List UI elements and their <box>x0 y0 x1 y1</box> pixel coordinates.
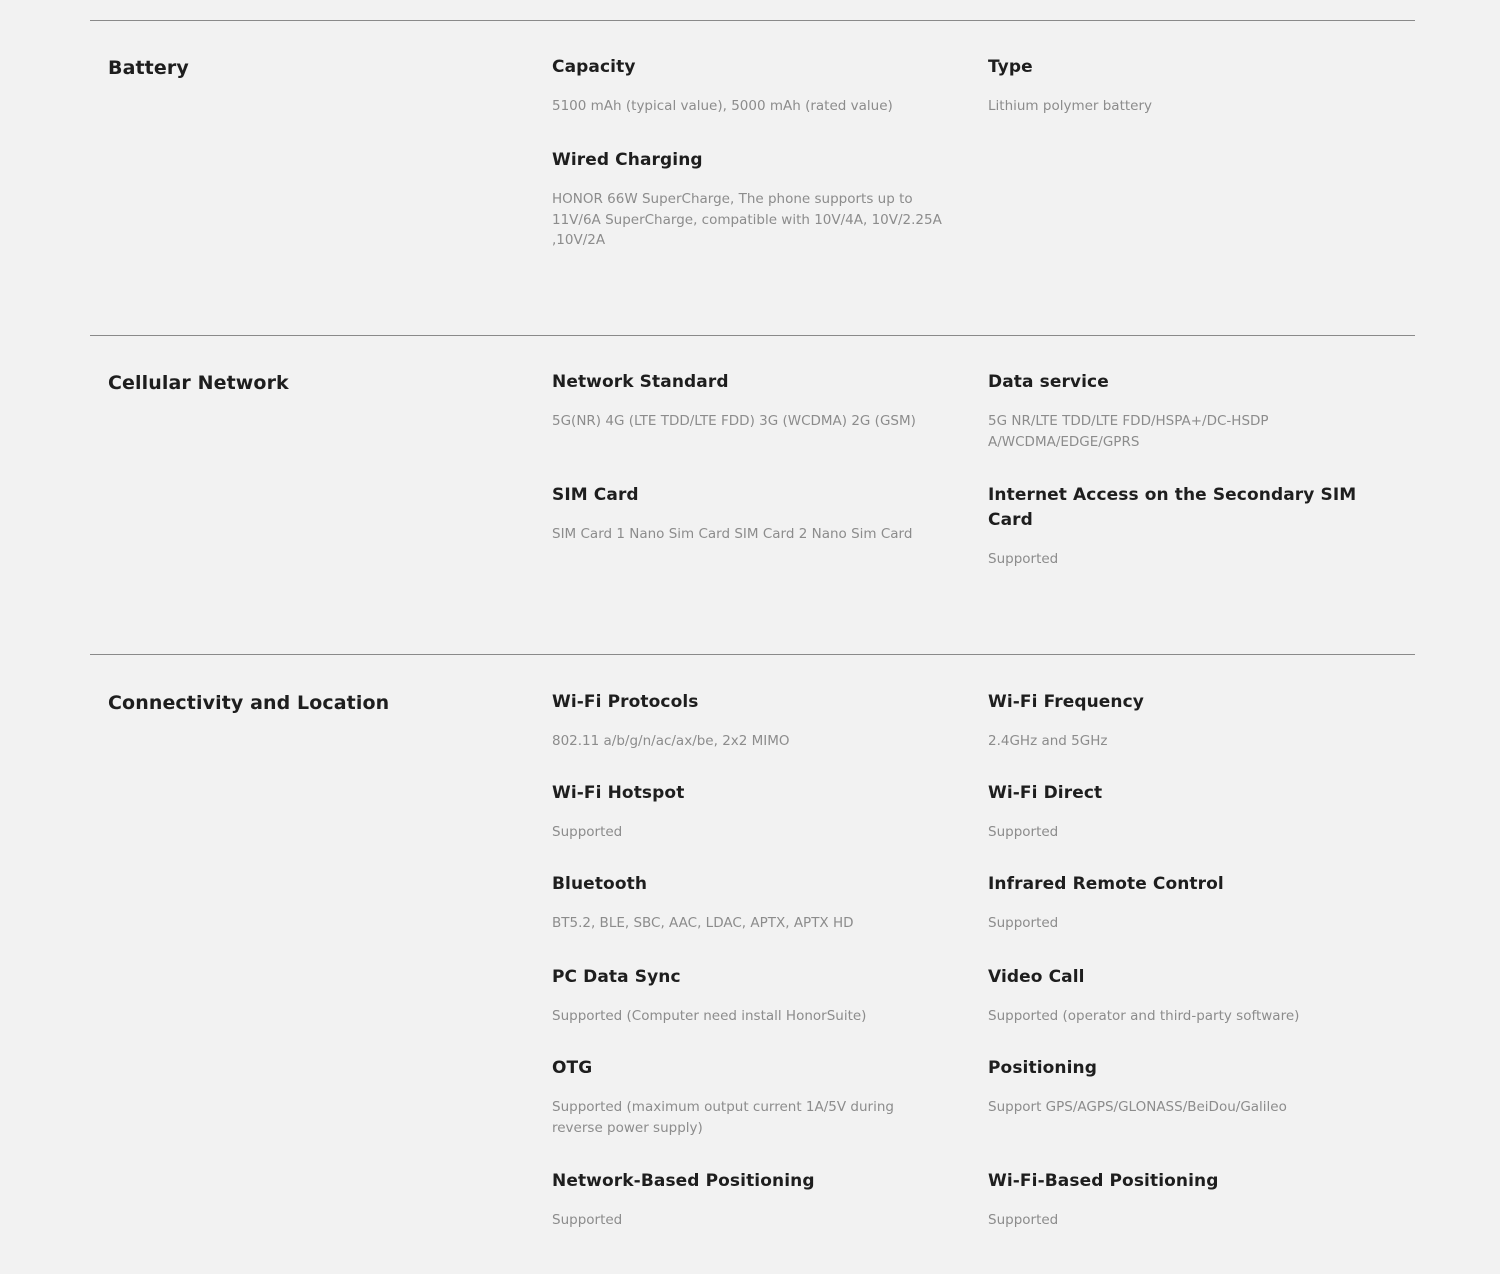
spec-value: 5G(NR) 4G (LTE TDD/LTE FDD) 3G (WCDMA) 2G (GSM) <box>552 413 916 429</box>
spec-item-capacity <box>552 55 952 117</box>
spec-value: Supported <box>552 1212 623 1228</box>
spec-value: HONOR 66W SuperCharge, The phone supports up to 11V/6A SuperCharge, compatible with 10V/4A, 10V/2.25A ,10V/2A <box>552 191 942 248</box>
spec-value: Supported (Computer need install HonorSuite) <box>552 1008 867 1024</box>
spec-value: Supported <box>988 551 1059 567</box>
spec-item-video-call <box>988 965 1388 1027</box>
spec-value: BT5.2, BLE, SBC, AAC, LDAC, APTX, APTX HD <box>552 915 854 931</box>
spec-item-sim-card <box>552 483 952 545</box>
spec-item-bluetooth <box>552 872 952 934</box>
spec-label: Wi-Fi Hotspot <box>552 783 685 803</box>
spec-item-wifi-hotspot <box>552 781 952 843</box>
spec-value: Supported (maximum output current 1A/5V during reverse power supply) <box>552 1099 894 1136</box>
spec-item-otg <box>552 1056 947 1138</box>
spec-value: 5G NR/LTE TDD/LTE FDD/HSPA+/DC-HSDPA/WCDMA/EDGE/GPRS <box>988 413 1269 450</box>
spec-label: PC Data Sync <box>552 967 681 987</box>
spec-item-pc-data-sync <box>552 965 952 1027</box>
spec-value: 5100 mAh (typical value), 5000 mAh (rated value) <box>552 98 893 114</box>
spec-label: Wi-Fi Protocols <box>552 692 699 712</box>
spec-label: Bluetooth <box>552 874 648 894</box>
spec-value: Support GPS/AGPS/GLONASS/BeiDou/Galileo <box>988 1099 1287 1115</box>
spec-item-positioning <box>988 1056 1388 1118</box>
spec-value: 802.11 a/b/g/n/ac/ax/be, 2x2 MIMO <box>552 733 790 749</box>
spec-label: Data service <box>988 372 1109 392</box>
spec-item-network-standard <box>552 370 952 432</box>
spec-label: Type <box>988 57 1033 77</box>
spec-value: Lithium polymer battery <box>988 98 1153 114</box>
spec-item-infrared-remote <box>988 872 1388 934</box>
spec-label: Network-Based Positioning <box>552 1171 815 1191</box>
spec-label: Wired Charging <box>552 150 703 170</box>
spec-item-wired-charging <box>552 148 942 251</box>
spec-label: Video Call <box>988 967 1085 987</box>
spec-value: Supported <box>988 1212 1059 1228</box>
spec-value: SIM Card 1 Nano Sim Card SIM Card 2 Nano Sim Card <box>552 526 913 542</box>
spec-label: SIM Card <box>552 485 639 505</box>
spec-item-wifi-positioning <box>988 1169 1388 1231</box>
section-title: Connectivity and Location <box>108 692 390 714</box>
spec-item-wifi-protocols <box>552 690 952 752</box>
spec-item-secondary-sim-internet <box>988 483 1368 570</box>
spec-value: Supported <box>988 824 1059 840</box>
spec-label: Positioning <box>988 1058 1098 1078</box>
spec-item-wifi-frequency <box>988 690 1388 752</box>
section-title: Battery <box>108 57 189 79</box>
spec-label: Wi-Fi Frequency <box>988 692 1144 712</box>
section-title: Cellular Network <box>108 372 289 394</box>
spec-value: Supported <box>552 824 623 840</box>
spec-label: Wi-Fi Direct <box>988 783 1103 803</box>
spec-label: Infrared Remote Control <box>988 874 1224 894</box>
spec-item-wifi-direct <box>988 781 1388 843</box>
spec-label: Network Standard <box>552 372 729 392</box>
spec-label: Capacity <box>552 57 636 77</box>
spec-label: OTG <box>552 1058 593 1078</box>
spec-item-type <box>988 55 1388 117</box>
spec-label: Internet Access on the Secondary SIM Card <box>988 485 1357 530</box>
spec-item-data-service <box>988 370 1278 452</box>
spec-item-network-positioning <box>552 1169 952 1231</box>
spec-value: Supported (operator and third-party software) <box>988 1008 1300 1024</box>
spec-value: 2.4GHz and 5GHz <box>988 733 1108 749</box>
spec-value: Supported <box>988 915 1059 931</box>
spec-label: Wi-Fi-Based Positioning <box>988 1171 1219 1191</box>
